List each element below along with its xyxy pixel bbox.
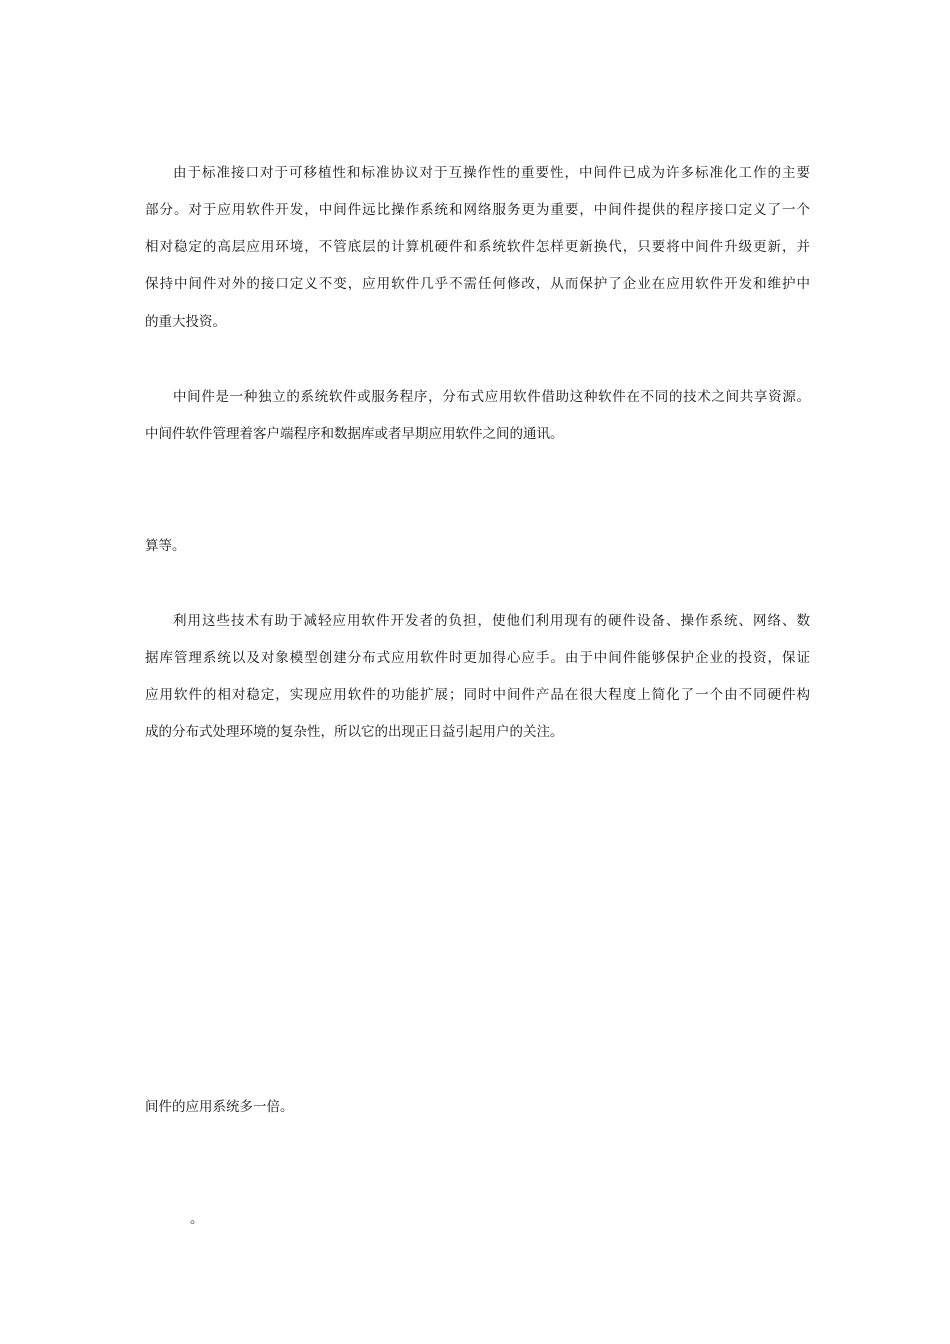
p4-line-1: 利用这些技术有助于减轻应用软件开发者的负担，使他们利用现有的硬件设备、操作系统、网络、数 (173, 613, 810, 629)
p1-line-4: 保持中间件对外的接口定义不变，应用软件几乎不需任何修改，从而保护了企业在应用软件开发和维护中 (145, 276, 810, 292)
p1-line-1: 由于标准接口对于可移植性和标准协议对于互操作性的重要性，中间件已成为许多标准化工作的主要 (173, 165, 810, 181)
p4-line-3: 应用软件的相对稳定，实现应用软件的功能扩展；同时中间件产品在很大程度上简化了一个由不同硬件构 (145, 687, 810, 703)
p2-line-2: 中间件软件管理着客户端程序和数据库或者早期应用软件之间的通讯。 (145, 426, 564, 442)
p7-line-2: 间件的应用系统多一倍。 (145, 1099, 294, 1115)
p1-line-3: 相对稳定的高层应用环境，不管底层的计算机硬件和系统软件怎样更新换代，只要将中间件升级更新，并 (145, 239, 810, 255)
p2-line-1: 中间件是一种独立的系统软件或服务程序，分布式应用软件借助这种软件在不同的技术之间共享资源。 (173, 389, 810, 405)
p1-line-5: 的重大投资。 (145, 314, 226, 330)
p1-line-2: 部分。对于应用软件开发，中间件远比操作系统和网络服务更为重要，中间件提供的程序接口定义了一个 (145, 202, 810, 218)
p8-line-2: 。 (190, 1211, 204, 1227)
p3-line-2: 算等。 (145, 538, 186, 554)
p4-line-4: 成的分布式处理环境的复杂性，所以它的出现正日益引起用户的关注。 (145, 724, 564, 740)
p4-line-2: 据库管理系统以及对象模型创建分布式应用软件时更加得心应手。由于中间件能够保护企业的投资，保证 (145, 650, 810, 666)
